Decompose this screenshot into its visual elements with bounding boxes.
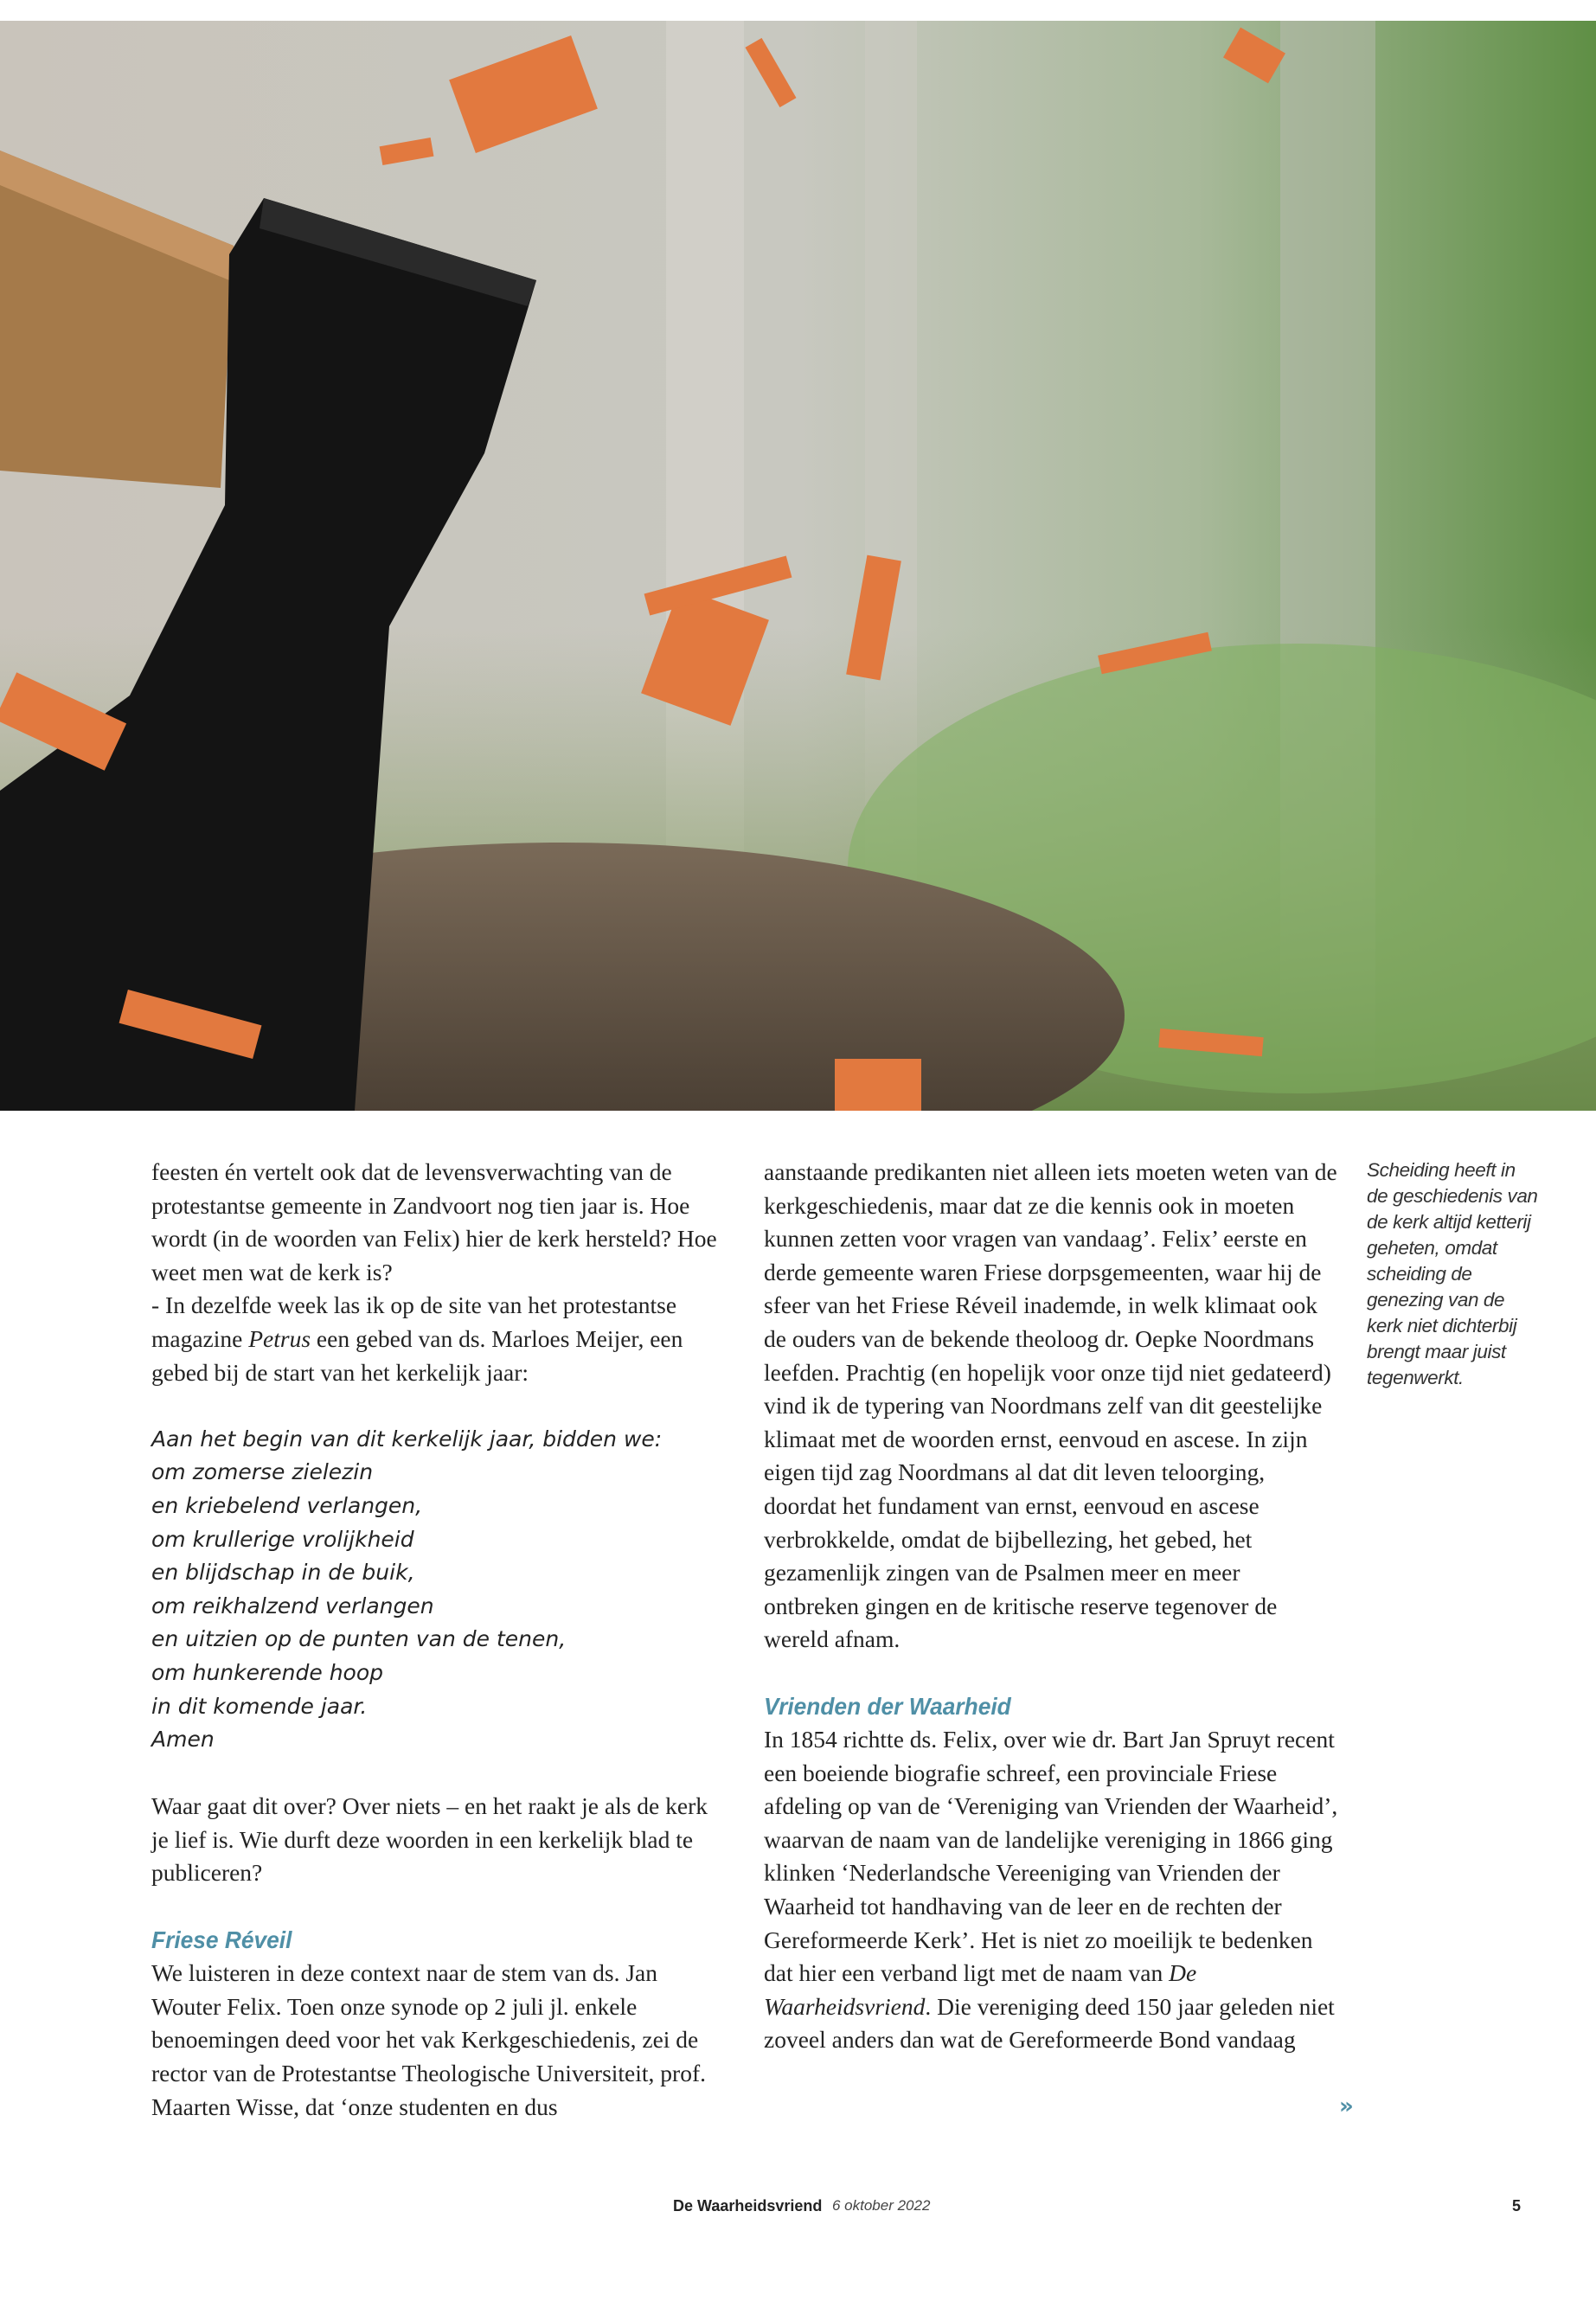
article-column-left bbox=[151, 1156, 727, 2124]
page-number: 5 bbox=[1512, 2197, 1522, 2214]
prayer-poem bbox=[151, 1423, 727, 1757]
magazine-title: De Waarheidsvriend bbox=[764, 1959, 1197, 2020]
poem-line: Amen bbox=[151, 1727, 215, 1753]
poem-line: om reikhalzend verlangen bbox=[151, 1593, 434, 1618]
text-run: een gebed van ds. Marloes Meijer, een gebed bij de start van het kerkelijk jaar: bbox=[151, 1324, 683, 1386]
article-paragraph: Waar gaat dit over? Over niets – en het raakt je als de kerk je lief is. Wie durft deze woorden in een kerkelijk blad te publiceren? bbox=[151, 1792, 708, 1887]
poem-line: Aan het begin van dit kerkelijk jaar, bidden we: bbox=[151, 1426, 663, 1452]
poem-line: om hunkerende hoop bbox=[151, 1659, 383, 1685]
article-paragraph: feesten én vertelt ook dat de levensverwachting van de protestantse gemeente in Zandvoort nog tien jaar is. Hoe wordt (in de woorden van Felix) hier de kerk hersteld? Hoe weet men wat de kerk is? bbox=[151, 1158, 717, 1285]
text-run: In 1854 richtte ds. Felix, over wie dr. Bart Jan Spruyt recent een boeiende biografie schreef, een provinciale Friese afdeling op van de ‘Vereniging van Vrienden der Waarheid’, waarvan de naam van de landelijke vereniging in 1866 ging klinken ‘Nederlandsche Vereeniging van Vrienden der Waarheid tot handhaving van de leer en de rechten der Gereformeerde Kerk’. Het is niet zo moeilijk te bedenken dat hier een verband ligt met de naam van bbox=[764, 1726, 1338, 1987]
continue-arrow-icon: » bbox=[1339, 2093, 1354, 2119]
magazine-title: Petrus bbox=[248, 1324, 311, 1352]
poem-line: en kriebelend verlangen, bbox=[151, 1492, 423, 1518]
article-paragraph bbox=[764, 1723, 1339, 2057]
poem-line: en uitzien op de punten van de tenen, bbox=[151, 1626, 567, 1652]
page-footer bbox=[0, 2197, 1596, 2223]
poem-line: om krullerige vrolijkheid bbox=[151, 1526, 414, 1552]
axe-illustration bbox=[0, 21, 1596, 1111]
pull-quote: Scheiding heeft in de geschiedenis van de kerk altijd ketterij geheten, omdat scheiding de genezing van de kerk niet dichterbij brengt maar juist tegenwerkt. bbox=[1367, 1159, 1538, 1388]
publication-name: De Waarheidsvriend bbox=[673, 2197, 823, 2214]
article-paragraph: aanstaande predikanten niet alleen iets moeten weten van de kerkgeschiedenis, maar dat ze die kennis ook in moeten kunnen zetten voor vragen van vandaag’. Felix’ eerste en derde gemeente waren Friese dorpsgemeenten, waar hij de sfeer van het Friese Réveil inademde, in welk klimaat ook de ouders van de bekende theoloog dr. Oepke Noordmans leefden. Prachtig (en hopelijk voor onze tijd niet gedateerd) vind ik de typering van Noordmans zelf van dit geestelijke klimaat met de woorden ernst, eenvoud en ascese. In zijn eigen tijd zag Noordmans al dat dit leven teloorging, doordat het fundament van ernst, eenvoud en ascese verbrokkelde, omdat de bijbellezing, het gebed, het gezamenlijk zingen van de Psalmen meer en meer ontbreken gingen en de kritische reserve tegenover de wereld afnam. bbox=[764, 1158, 1337, 1653]
poem-line: en blijdschap in de buik, bbox=[151, 1560, 415, 1586]
article-column-middle bbox=[764, 1156, 1339, 2057]
issue-date: 6 oktober 2022 bbox=[832, 2197, 931, 2214]
subheading-friese-reveil: Friese Réveil bbox=[151, 1926, 292, 1953]
subheading-vrienden-der-waarheid: Vrienden der Waarheid bbox=[764, 1692, 1011, 1720]
article-paragraph bbox=[151, 1289, 727, 1389]
hero-photo bbox=[0, 21, 1596, 1111]
poem-line: om zomerse zielezin bbox=[151, 1459, 374, 1485]
text-run: - In dezelfde week las ik op de site van het protestantse magazine bbox=[151, 1292, 677, 1352]
article-paragraph: We luisteren in deze context naar de stem van ds. Jan Wouter Felix. Toen onze synode op 2 juli jl. enkele benoemingen deed voor het vak Kerkgeschiedenis, zei de rector van de Protestantse Theologische Universiteit, prof. Maarten Wisse, dat ‘onze studenten en dus bbox=[151, 1959, 706, 2120]
text-run: . Die vereniging deed 150 jaar geleden niet zoveel anders dan wat de Gereformeerde Bond vandaag bbox=[764, 1992, 1335, 2054]
poem-line: in dit komende jaar. bbox=[151, 1693, 368, 1719]
